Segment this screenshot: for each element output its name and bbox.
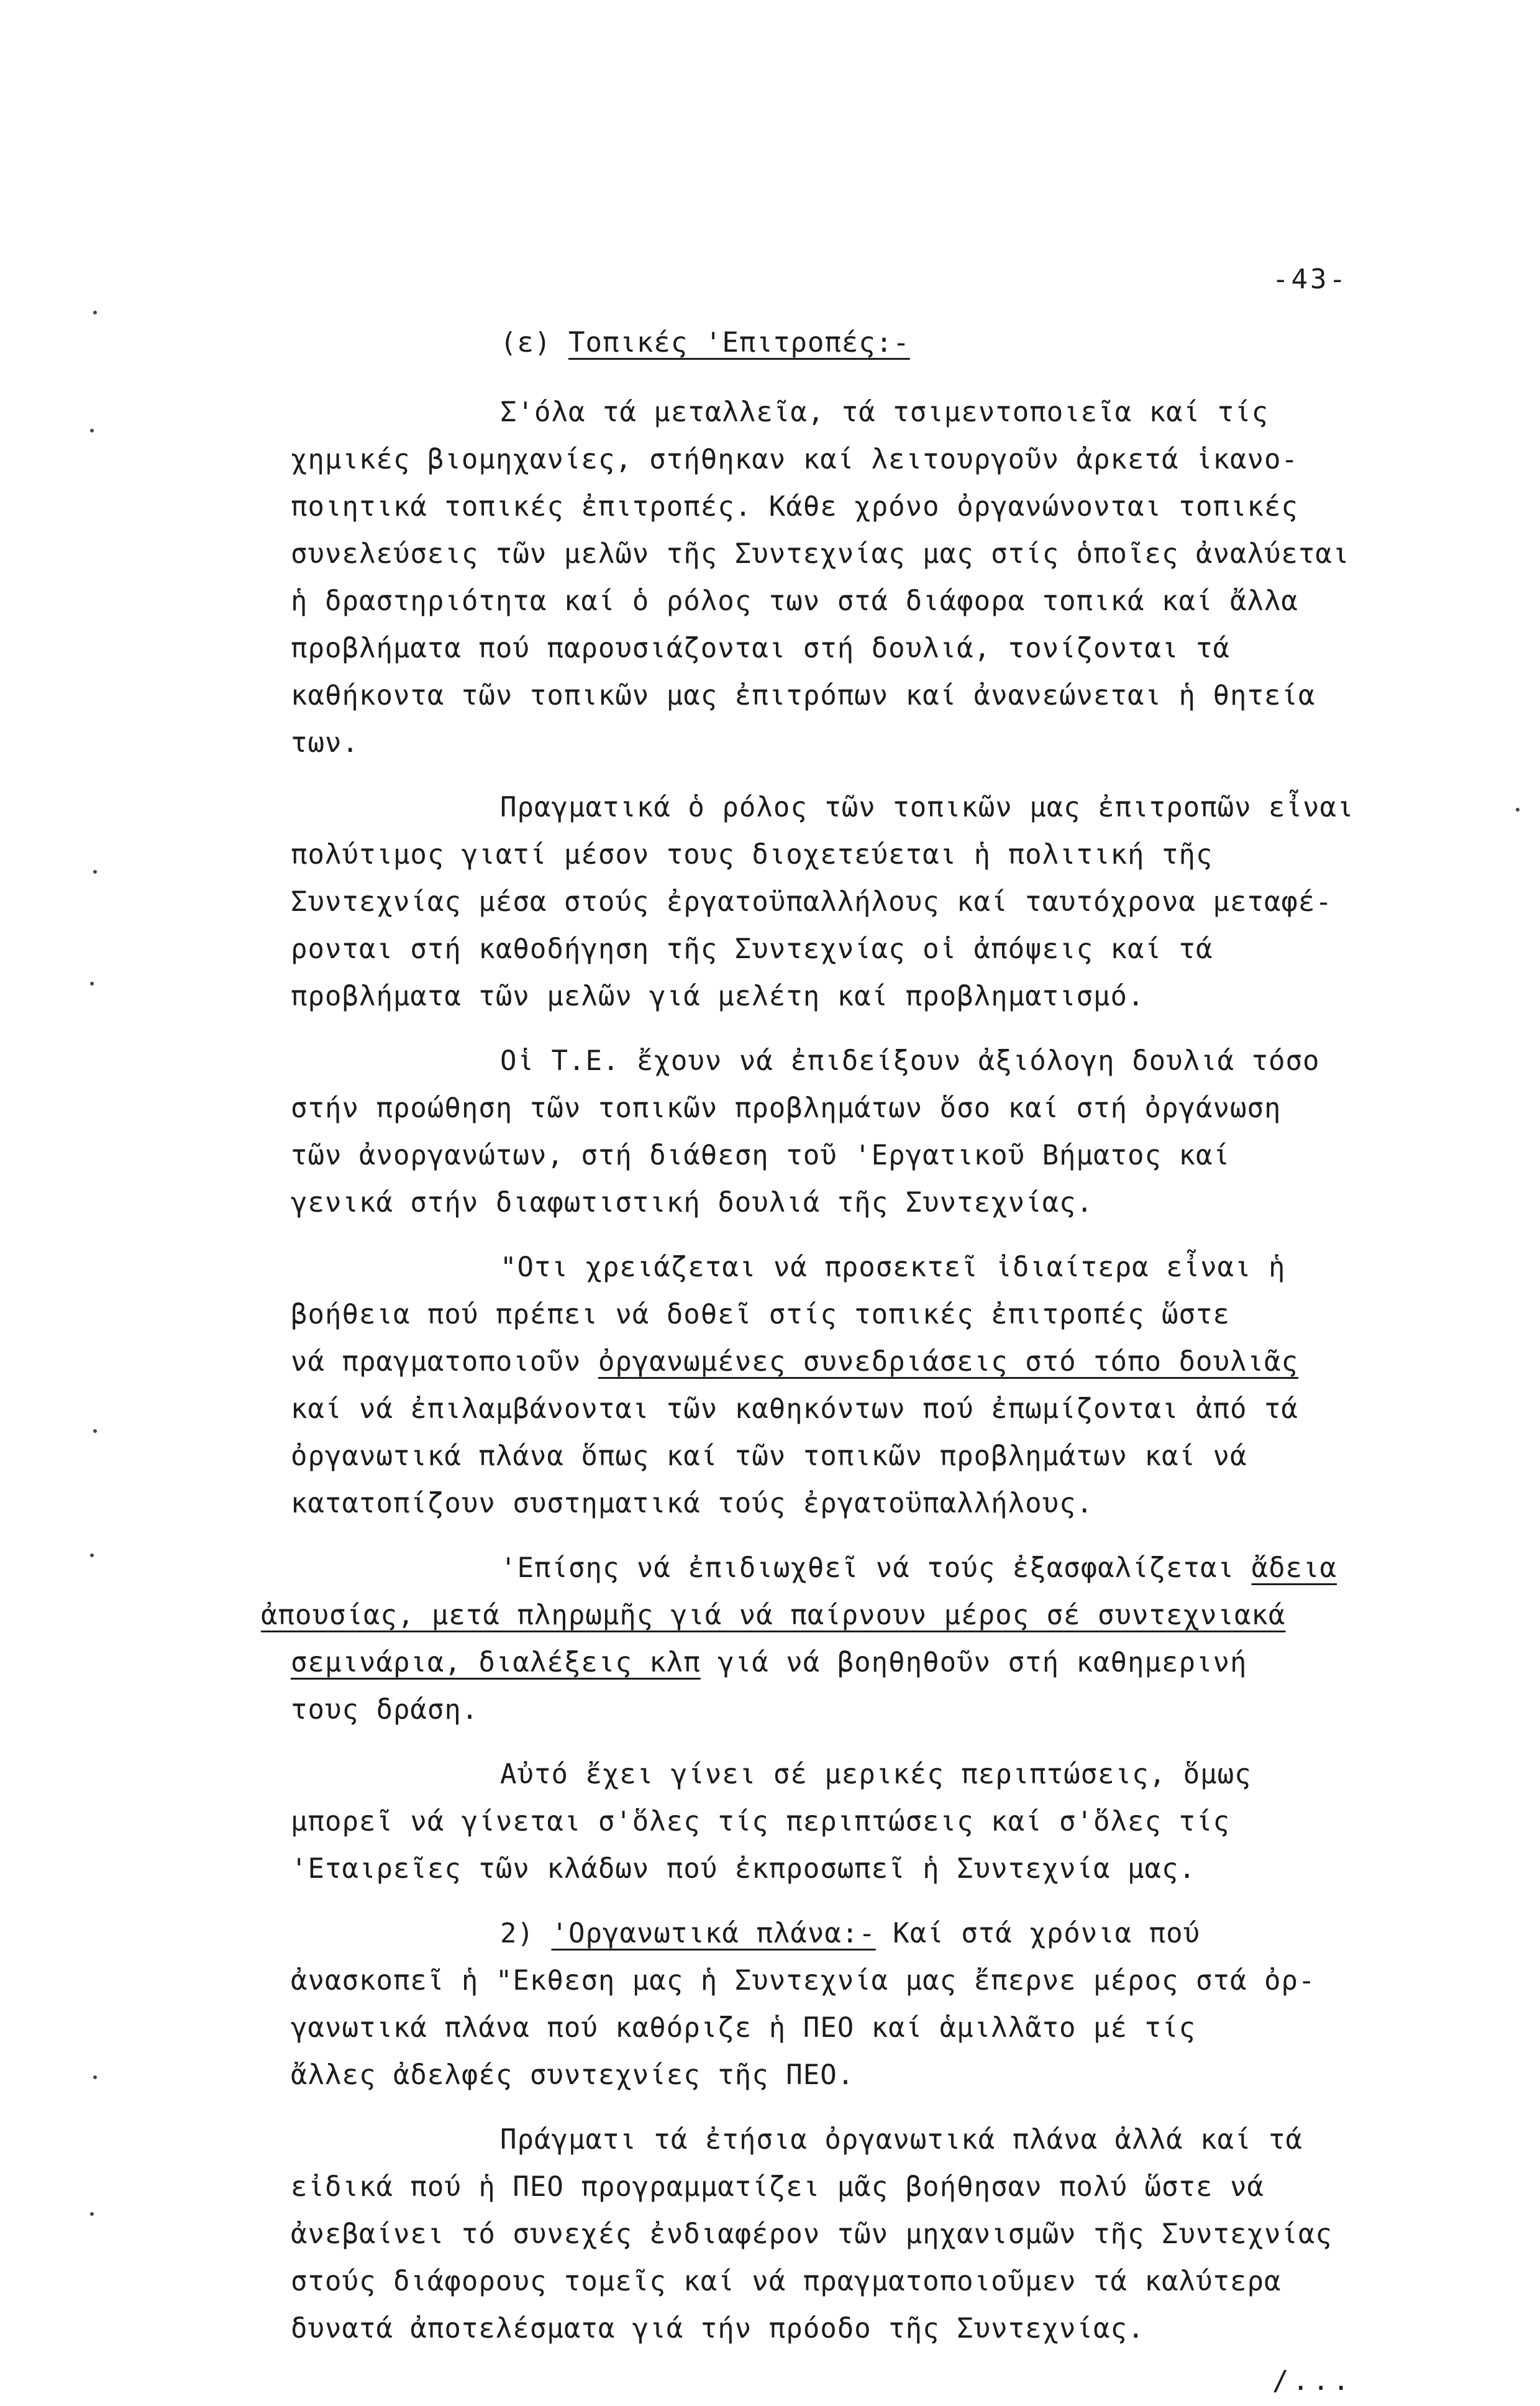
p3-line-1: Οἱ Τ.Ε. ἔχουν νά ἐπιδείξουν ἀξιόλογη δουλιά τόσο [500, 1045, 1320, 1077]
scan-speck [90, 982, 94, 986]
p8-line-1: Πράγματι τά ἐτήσια ὀργανωτικά πλάνα ἀλλά καί τά [500, 2124, 1303, 2156]
p3-line-4: γενικά στήν διαφωτιστική δουλιά τῆς Συντεχνίας. [291, 1187, 1094, 1219]
p8-line-3: ἀνεβαίνει τό συνεχές ἐνδιαφέρον τῶν μηχανισμῶν τῆς Συντεχνίας [291, 2218, 1333, 2250]
section-2-line-2: ἀνασκοπεῖ ἡ "Εκθεση μας ἡ Συντεχνία μας ἔπερνε μέρος στά ὀρ- [291, 1965, 1316, 1997]
scan-speck [93, 2075, 97, 2079]
scan-speck [90, 1553, 94, 1557]
p1-line-8: των. [291, 727, 359, 759]
p1-line-2: χημικές βιομηχανίες, στήθηκαν καί λειτουργοῦν ἀρκετά ἱκανο- [291, 444, 1298, 475]
section-2-line-4: ἄλλες ἀδελφές συντεχνίες τῆς ΠΕΟ. [291, 2059, 855, 2091]
p5-line-3-text: γιά νά βοηθηθοῦν στή καθημερινή [700, 1647, 1247, 1678]
p4-line-6: κατατοπίζουν συστηματικά τούς ἐργατοϋπαλλήλους. [291, 1488, 1094, 1519]
p4-line-3 [291, 1348, 1298, 1376]
p8-line-2: εἰδικά πού ἡ ΠΕΟ προγραμματίζει μᾶς βοήθησαν πολύ ὥστε νά [291, 2171, 1264, 2203]
p1-line-3: ποιητικά τοπικές ἐπιτροπές. Κάθε χρόνο ὀργανώνονται τοπικές [291, 491, 1298, 523]
p4-line-3-text: νά πραγματοποιοῦν [291, 1346, 598, 1378]
p1-line-1: Σ'όλα τά μεταλλεῖα, τά τσιμεντοποιεῖα καί τίς [500, 396, 1269, 428]
p4-line-4: καί νά ἐπιλαμβάνονται τῶν καθηκόντων πού ἐπωμίζονται ἀπό τά [291, 1393, 1298, 1425]
p4-line-5: ὀργανωτικά πλάνα ὅπως καί τῶν τοπικῶν προβλημάτων καί νά [291, 1440, 1247, 1472]
p5-line-2: ἀπουσίας, μετά πληρωμῆς γιά νά παίρνουν μέρος σέ συντεχνιακά [261, 1599, 1286, 1631]
p5-underlined-word: ἄδεια [1251, 1552, 1337, 1584]
p2-line-2: πολύτιμος γιατί μέσον τους διοχετεύεται ἡ πολιτική τῆς [291, 839, 1213, 871]
p6-line-3: 'Εταιρεῖες τῶν κλάδων πού ἐκπροσωπεῖ ἡ Συντεχνία μας. [291, 1853, 1196, 1885]
p5-underlined-phrase: σεμινάρια, διαλέξεις κλπ [291, 1647, 701, 1678]
section-2-heading [500, 1920, 1200, 1947]
p8-line-4: στούς διάφορους τομεῖς καί νά πραγματοποιοῦμεν τά καλύτερα [291, 2266, 1282, 2297]
p1-line-7: καθήκοντα τῶν τοπικῶν μας ἐπιτρόπων καί ἀνανεώνεται ἡ θητεία [291, 680, 1316, 711]
section-2-title: 'Οργανωτικά πλάνα:- [551, 1918, 876, 1949]
p3-line-2: στήν προώθηση τῶν τοπικῶν προβλημάτων ὅσο καί στή ὀργάνωση [291, 1092, 1282, 1124]
section-2-line-1-text: Καί στά χρόνια πού [875, 1918, 1201, 1949]
p2-line-1: Πραγματικά ὁ ρόλος τῶν τοπικῶν μας ἐπιτροπῶν εἶναι [500, 792, 1354, 823]
page-number: -43- [1272, 263, 1348, 295]
p1-line-5: ἡ δραστηριότητα καί ὁ ρόλος των στά διάφορα τοπικά καί ἄλλα [291, 585, 1298, 617]
scan-speck [93, 1429, 97, 1433]
continuation-mark: /... [1272, 2365, 1353, 2397]
scan-speck [1516, 808, 1519, 812]
p2-line-3: Συντεχνίας μέσα στούς ἐργατοϋπαλλήλους καί ταυτόχρονα μεταφέ- [291, 886, 1333, 918]
p5-line-1 [500, 1552, 1337, 1584]
p4-line-2: βοήθεια πού πρέπει νά δοθεῖ στίς τοπικές ἐπιτροπές ὥστε [291, 1299, 1230, 1330]
p6-line-2: μπορεῖ νά γίνεται σ'ὅλες τίς περιπτώσεις καί σ'ὅλες τίς [291, 1806, 1230, 1837]
section-2-number: 2) [500, 1918, 552, 1949]
scan-speck [90, 2212, 94, 2216]
p4-line-1: "Οτι χρειάζεται νά προσεκτεῖ ἰδιαίτερα εἶναι ἡ [500, 1251, 1286, 1283]
section-e-title: Τοπικές 'Επιτροπές:- [568, 327, 910, 359]
p2-line-4: ρονται στή καθοδήγηση τῆς Συντεχνίας οἱ ἀπόψεις καί τά [291, 933, 1213, 965]
p5-line-4: τους δράση. [291, 1694, 479, 1726]
p8-line-5: δυνατά ἀποτελέσματα γιά τήν πρόοδο τῆς Συντεχνίας. [291, 2313, 1145, 2344]
scan-speck [93, 311, 97, 314]
p5-line-3 [291, 1649, 1247, 1676]
section-e-heading [500, 329, 910, 357]
p6-line-1: Αὐτό ἔχει γίνει σέ μερικές περιπτώσεις, ὅμως [500, 1759, 1252, 1790]
p3-line-3: τῶν ἀνοργανώτων, στή διάθεση τοῦ 'Εργατικοῦ Βήματος καί [291, 1140, 1230, 1171]
p5-line-1-text: 'Επίσης νά ἐπιδιωχθεῖ νά τούς ἐξασφαλίζεται [500, 1552, 1252, 1584]
p1-line-6: προβλήματα πού παρουσιάζονται στή δουλιά, τονίζονται τά [291, 633, 1230, 664]
section-e-label: (ε) [500, 327, 568, 359]
p4-underlined-phrase: ὀργανωμένες συνεδριάσεις στό τόπο δουλιᾶς [598, 1346, 1298, 1378]
p2-line-5: προβλήματα τῶν μελῶν γιά μελέτη καί προβληματισμό. [291, 981, 1145, 1012]
section-2-line-3: γανωτικά πλάνα πού καθόριζε ἡ ΠΕΟ καί ἁμιλλᾶτο μέ τίς [291, 2012, 1196, 2044]
p1-line-4: συνελεύσεις τῶν μελῶν τῆς Συντεχνίας μας στίς ὁποῖες ἀναλύεται [291, 538, 1350, 570]
scan-speck [93, 870, 97, 874]
scan-speck [90, 429, 94, 432]
